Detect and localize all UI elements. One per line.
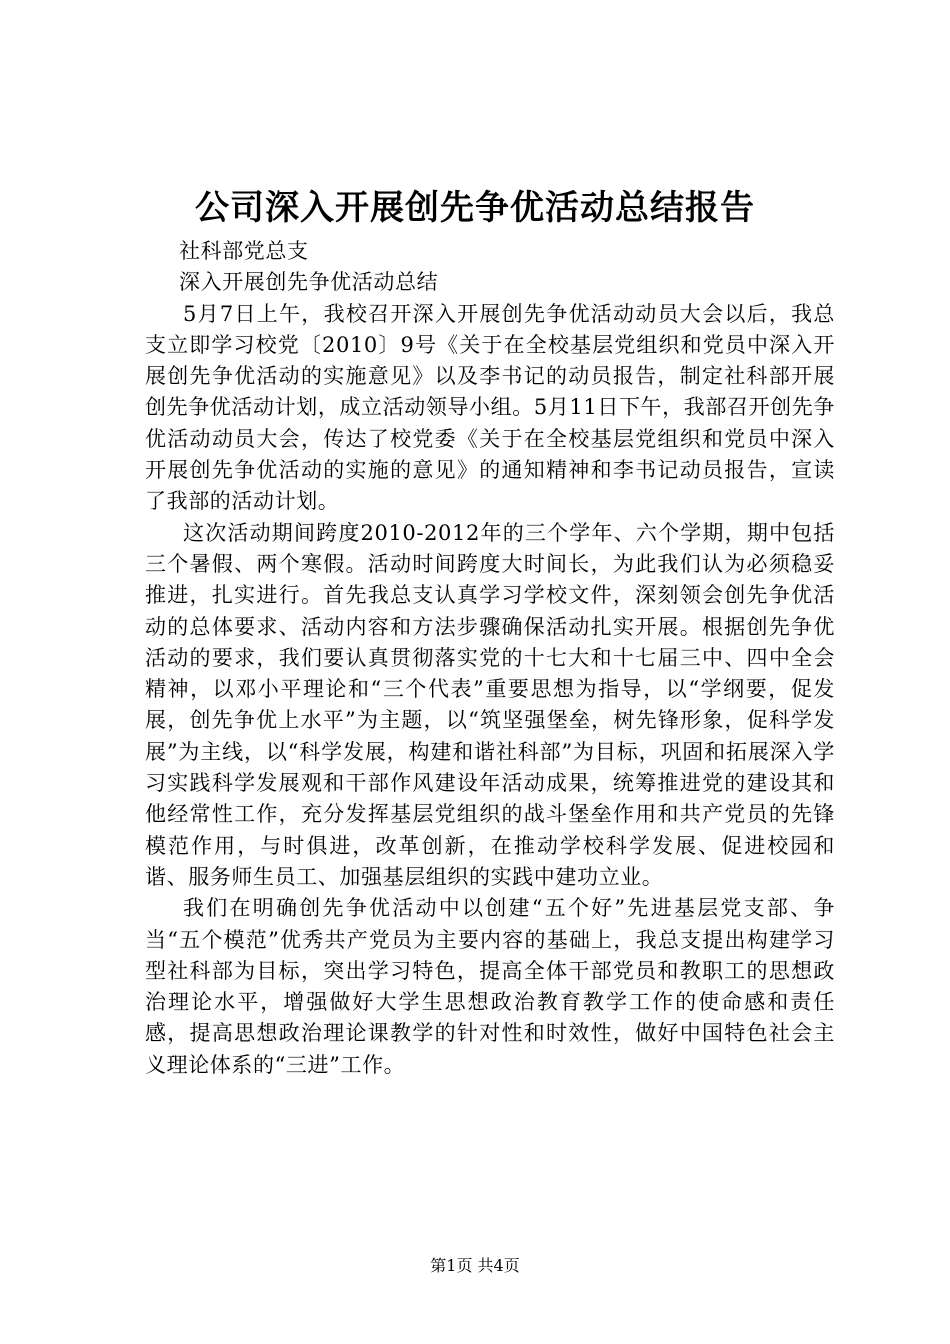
subtitle-line: 深入开展创先争优活动总结: [179, 270, 439, 295]
paragraph-2: 这次活动期间跨度2010-2012年的三个学年、六个学期，期中包括三个暑假、两个寒假。活动时间跨度大时间长，为此我们认为必须稳妥推进，扎实进行。首先我总支认真学习学校文件，深刻领会创先争优活动的总体要求、活动内容和方法步骤确保活动扎实开展。根据创先争优活动的要求，我们要认真贯彻落实党的十七大和十七届三中、四中全会精神，以邓小平理论和“三个代表”重要思想为指导，以“学纲要，促发展，创先争优上水平”为主题，以“筑坚强堡垒，树先锋形象，促科学发展”为主线，以“科学发展，构建和谐社科部”为目标，巩固和拓展深入学习实践科学发展观和干部作风建设年活动成果，统筹推进党的建设其和他经常性工作，充分发挥基层党组织的战斗堡垒作用和共产党员的先锋模范作用，与时俱进，改革创新，在推动学校科学发展、促进校园和谐、服务师生员工、加强基层组织的实践中建功立业。: [145, 520, 835, 889]
page-footer: 第1页 共4页: [430, 1256, 520, 1275]
document-title: 公司深入开展创先争优活动总结报告: [195, 188, 755, 228]
paragraph-1: 5月7日上午，我校召开深入开展创先争优活动动员大会以后，我总支立即学习校党〔2010〕9号《关于在全校基层党组织和党员中深入开展创先争优活动的实施意见》以及李书记的动员报告，制定社科部开展创先争优活动计划，成立活动领导小组。5月11日下午，我部召开创先争优活动动员大会，传达了校党委《关于在全校基层党组织和党员中深入开展创先争优活动的实施的意见》的通知精神和李书记动员报告，宣读了我部的活动计划。: [145, 301, 835, 514]
paragraph-3: 我们在明确创先争优活动中以创建“五个好”先进基层党支部、争当“五个模范”优秀共产党员为主要内容的基础上，我总支提出构建学习型社科部为目标，突出学习特色，提高全体干部党员和教职工的思想政治理论水平，增强做好大学生思想政治教育教学工作的使命感和责任感，提高思想政治理论课教学的针对性和时效性，做好中国特色社会主义理论体系的“三进”工作。: [145, 896, 835, 1077]
org-line: 社科部党总支: [179, 239, 309, 263]
document-body: [145, 236, 835, 1081]
